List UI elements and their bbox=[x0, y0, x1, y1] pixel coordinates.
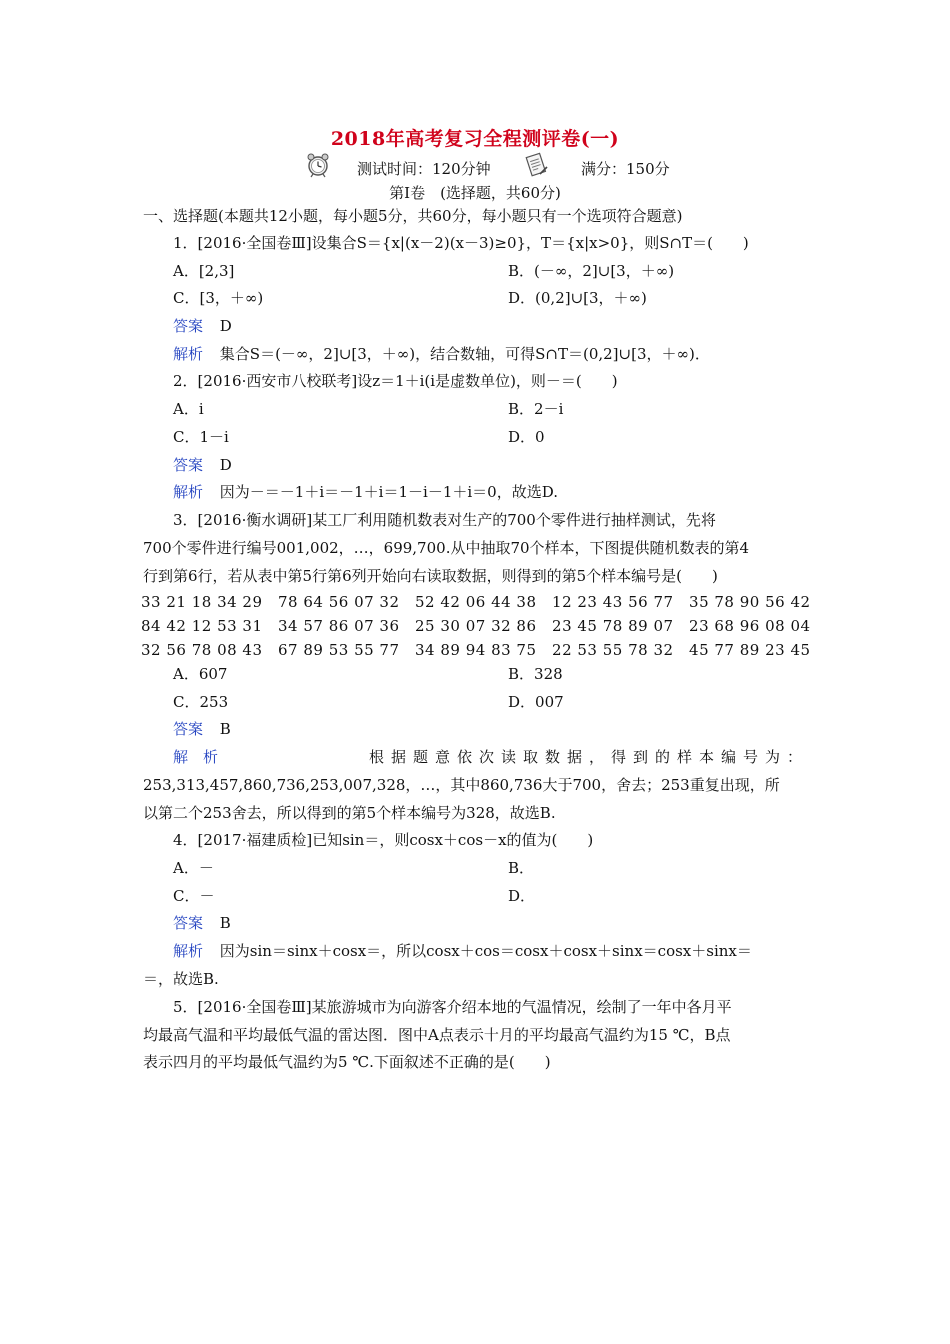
analysis-label: 解 析 bbox=[173, 748, 219, 766]
q3-analysis-line-2: 253,313,457,860,736,253,007,328，…，其中860,736大于700，舍去；253重复出现，所 bbox=[143, 776, 780, 794]
q2-option-c: C．1－i bbox=[173, 428, 229, 446]
analysis-label: 解析 bbox=[173, 942, 204, 960]
random-table-row: 33 21 18 34 29 78 64 56 07 32 52 42 06 44 38 12 23 43 56 77 35 78 90 56 42 bbox=[141, 593, 811, 611]
answer-label: 答案 bbox=[173, 914, 204, 932]
q4-option-d: D． bbox=[508, 887, 536, 905]
answer-label: 答案 bbox=[173, 720, 204, 738]
q2-option-b: B．2－i bbox=[508, 400, 564, 418]
analysis-text: 因为－＝－1＋i＝－1＋i＝1－i－1＋i＝0，故选D. bbox=[219, 483, 558, 501]
answer-value: B bbox=[219, 720, 231, 738]
answer-value: D bbox=[219, 317, 232, 335]
q3-stem-line-3: 行到第6行，若从表中第5行第6列开始向右读取数据，则得到的第5个样本编号是( ) bbox=[143, 567, 718, 585]
q2-answer bbox=[173, 454, 950, 475]
analysis-text: 根据题意依次读取数据，得到的样本编号为： bbox=[368, 748, 809, 766]
alarm-clock-icon bbox=[305, 152, 331, 182]
q3-option-c: C．253 bbox=[173, 693, 229, 711]
q3-option-a: A．607 bbox=[173, 665, 228, 683]
q3-stem-line-2: 700个零件进行编号001,002，…，699,700.从中抽取70个样本，下图提供随机数表的第4 bbox=[143, 539, 750, 557]
q2-option-a: A．i bbox=[173, 400, 204, 418]
test-time: 测试时间：120分钟 bbox=[357, 160, 491, 178]
q4-option-b: B． bbox=[508, 859, 535, 877]
q3-stem-line-1: 3．[2016·衡水调研]某工厂利用随机数表对生产的700个零件进行抽样测试，先将 bbox=[173, 511, 716, 529]
q1-option-d: D．(0,2]∪[3，＋∞) bbox=[508, 289, 647, 307]
random-table-row: 84 42 12 53 31 34 57 86 07 36 25 30 07 32 86 23 45 78 89 07 23 68 96 08 04 bbox=[141, 617, 811, 635]
q4-stem: 4．[2017·福建质检]已知sin＝，则cosx＋cos－x的值为( ) bbox=[173, 831, 594, 849]
random-table-row: 32 56 78 08 43 67 89 53 55 77 34 89 94 83 75 22 53 55 78 32 45 77 89 23 45 bbox=[141, 641, 811, 659]
q4-option-c: C．－ bbox=[173, 887, 215, 905]
q3-option-d: D．007 bbox=[508, 693, 564, 711]
q1-answer bbox=[173, 315, 950, 336]
full-score: 满分：150分 bbox=[581, 160, 670, 178]
q4-answer bbox=[173, 912, 950, 933]
q5-stem-line-1: 5．[2016·全国卷Ⅲ]某旅游城市为向游客介绍本地的气温情况，绘制了一年中各月平 bbox=[173, 998, 732, 1016]
q4-analysis-line-1 bbox=[173, 940, 950, 961]
analysis-text: 集合S＝(－∞，2]∪[3，＋∞)，结合数轴，可得S∩T＝(0,2]∪[3，＋∞)． bbox=[219, 345, 710, 363]
exam-title: 2018年高考复习全程测评卷(一) bbox=[330, 128, 620, 150]
q3-answer bbox=[173, 718, 950, 739]
q2-analysis bbox=[173, 481, 950, 502]
q4-analysis-line-2: ＝，故选B. bbox=[143, 970, 219, 988]
q4-option-a: A．－ bbox=[173, 859, 214, 877]
q1-option-a: A．[2,3] bbox=[173, 262, 235, 280]
answer-label: 答案 bbox=[173, 317, 204, 335]
q2-stem: 2．[2016·西安市八校联考]设z＝1＋i(i是虚数单位)，则－＝( ) bbox=[173, 372, 618, 390]
analysis-label: 解析 bbox=[173, 345, 204, 363]
answer-value: B bbox=[219, 914, 231, 932]
q1-option-b: B．(－∞，2]∪[3，＋∞) bbox=[508, 262, 675, 280]
q3-analysis-line-1 bbox=[173, 746, 809, 767]
analysis-label: 解析 bbox=[173, 483, 204, 501]
analysis-text: 因为sin＝sinx＋cosx＝，所以cosx＋cos＝cosx＋cosx＋sinx＝cosx＋sinx＝ bbox=[219, 942, 752, 960]
volume-heading: 第Ⅰ卷 (选择题，共60分) bbox=[389, 184, 561, 202]
q1-analysis bbox=[173, 343, 950, 364]
q3-option-b: B．328 bbox=[508, 665, 563, 683]
q3-analysis-line-3: 以第二个253舍去，所以得到的第5个样本编号为328，故选B. bbox=[143, 804, 556, 822]
q1-option-c: C．[3，＋∞) bbox=[173, 289, 264, 307]
answer-value: D bbox=[219, 456, 232, 474]
q5-stem-line-2: 均最高气温和平均最低气温的雷达图．图中A点表示十月的平均最高气温约为15 ℃，B点 bbox=[143, 1026, 731, 1044]
exam-info bbox=[305, 156, 705, 182]
answer-label: 答案 bbox=[173, 456, 204, 474]
section-title: 一、选择题(本题共12小题，每小题5分，共60分，每小题只有一个选项符合题意) bbox=[143, 207, 683, 225]
q1-stem: 1．[2016·全国卷Ⅲ]设集合S＝{x|(x－2)(x－3)≥0}，T＝{x|x>0}，则S∩T＝( ) bbox=[173, 234, 749, 252]
q2-option-d: D．0 bbox=[508, 428, 545, 446]
document-icon bbox=[523, 152, 549, 182]
q5-stem-line-3: 表示四月的平均最低气温约为5 ℃.下面叙述不正确的是( ) bbox=[143, 1053, 551, 1071]
